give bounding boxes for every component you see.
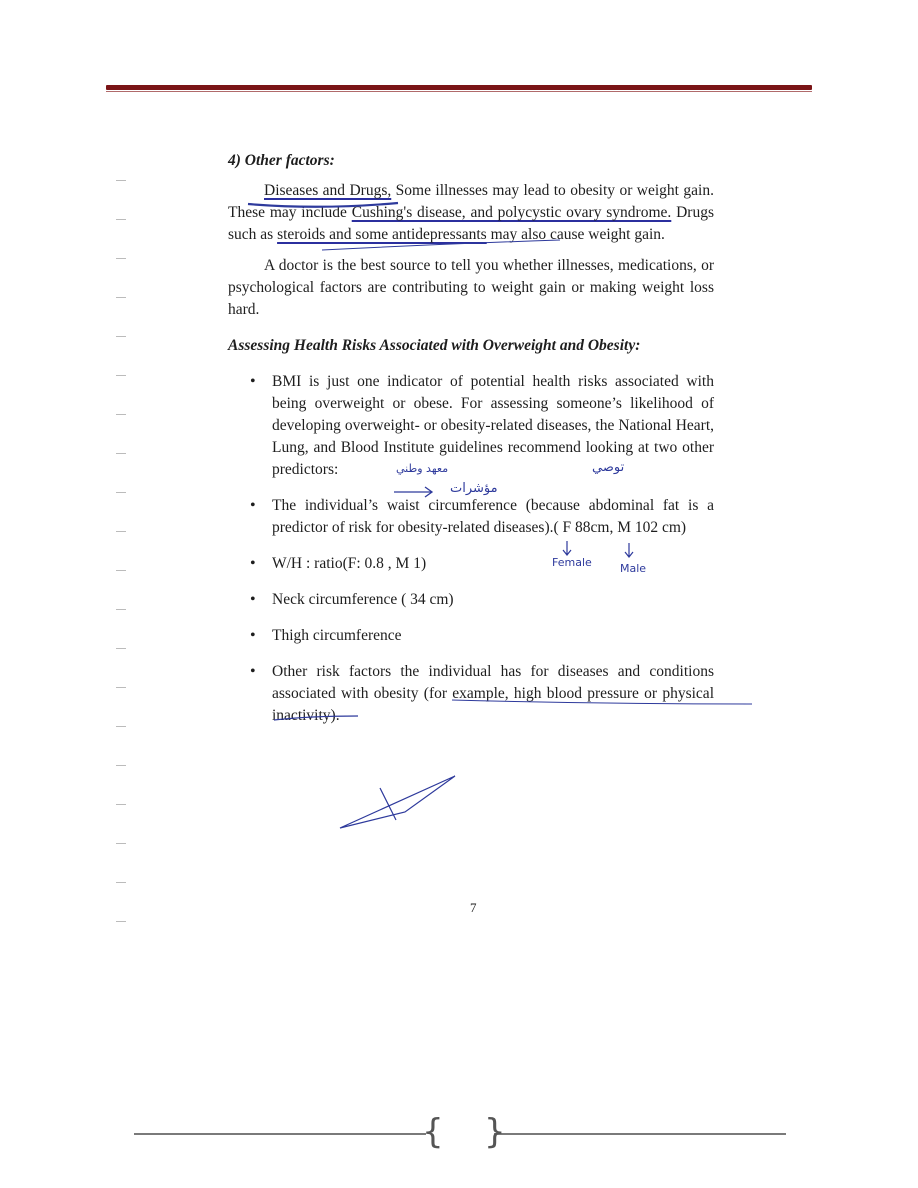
handwriting-female: Female	[552, 556, 592, 569]
footer-brace-right: }	[484, 1112, 506, 1152]
para1-text-1: Some illnesses may lead to obesity or weight gain. These may include	[228, 182, 714, 221]
bullet-wh-ratio: • W/H : ratio(F: 0.8 , M 1)	[228, 553, 714, 575]
footer-brace-left: {	[422, 1112, 444, 1152]
para1-text-2: Drugs such as	[228, 204, 714, 243]
bullet-neck: • Neck circumference ( 34 cm)	[228, 589, 714, 611]
bullet-thigh: • Thigh circumference	[228, 625, 714, 647]
page-number: 7	[470, 900, 477, 915]
footer-line-right	[494, 1133, 786, 1135]
handwriting-arabic-indicators: مؤشرات	[450, 481, 498, 496]
footer-line-left	[134, 1133, 426, 1135]
handwriting-arabic-recommend: توصي	[592, 460, 625, 475]
bullet-other-risks: • Other risk factors the individual has for diseases and conditions associated with obesity (for example, high blood pressure or physical inactivity).	[228, 661, 714, 727]
paragraph-doctor: A doctor is the best source to tell you whether illnesses, medications, or psychological factors are contributing to weight gain or making weight loss hard.	[228, 257, 714, 318]
bullet-bmi: • BMI is just one indicator of potential health risks associated with being overweight or obese. For assessing someone’s likelihood of developing overweight- or obesity-related diseases, the National Heart, Lung, and Blood Institute guidelines recommend looking at two other predictors:	[228, 371, 714, 481]
para1-text-3: may also cause weight gain.	[486, 226, 665, 243]
cushing-text: Cushing's disease, and polycystic ovary syndrome.	[351, 204, 672, 221]
bullet-waist: • The individual’s waist circumference (because abdominal fat is a predictor of risk for obesity-related diseases).( F 88cm, M 102 cm)	[228, 495, 714, 539]
handwriting-arabic-institute: معهد وطني	[396, 462, 449, 475]
diseases-drugs-lead: Diseases and Drugs,	[264, 182, 392, 199]
steroids-text: steroids and some antidepressants	[277, 226, 487, 243]
section-heading: 4) Other factors:	[228, 152, 335, 169]
handwriting-male: Male	[620, 562, 647, 575]
assessing-heading: Assessing Health Risks Associated with Overweight and Obesity:	[228, 337, 641, 354]
